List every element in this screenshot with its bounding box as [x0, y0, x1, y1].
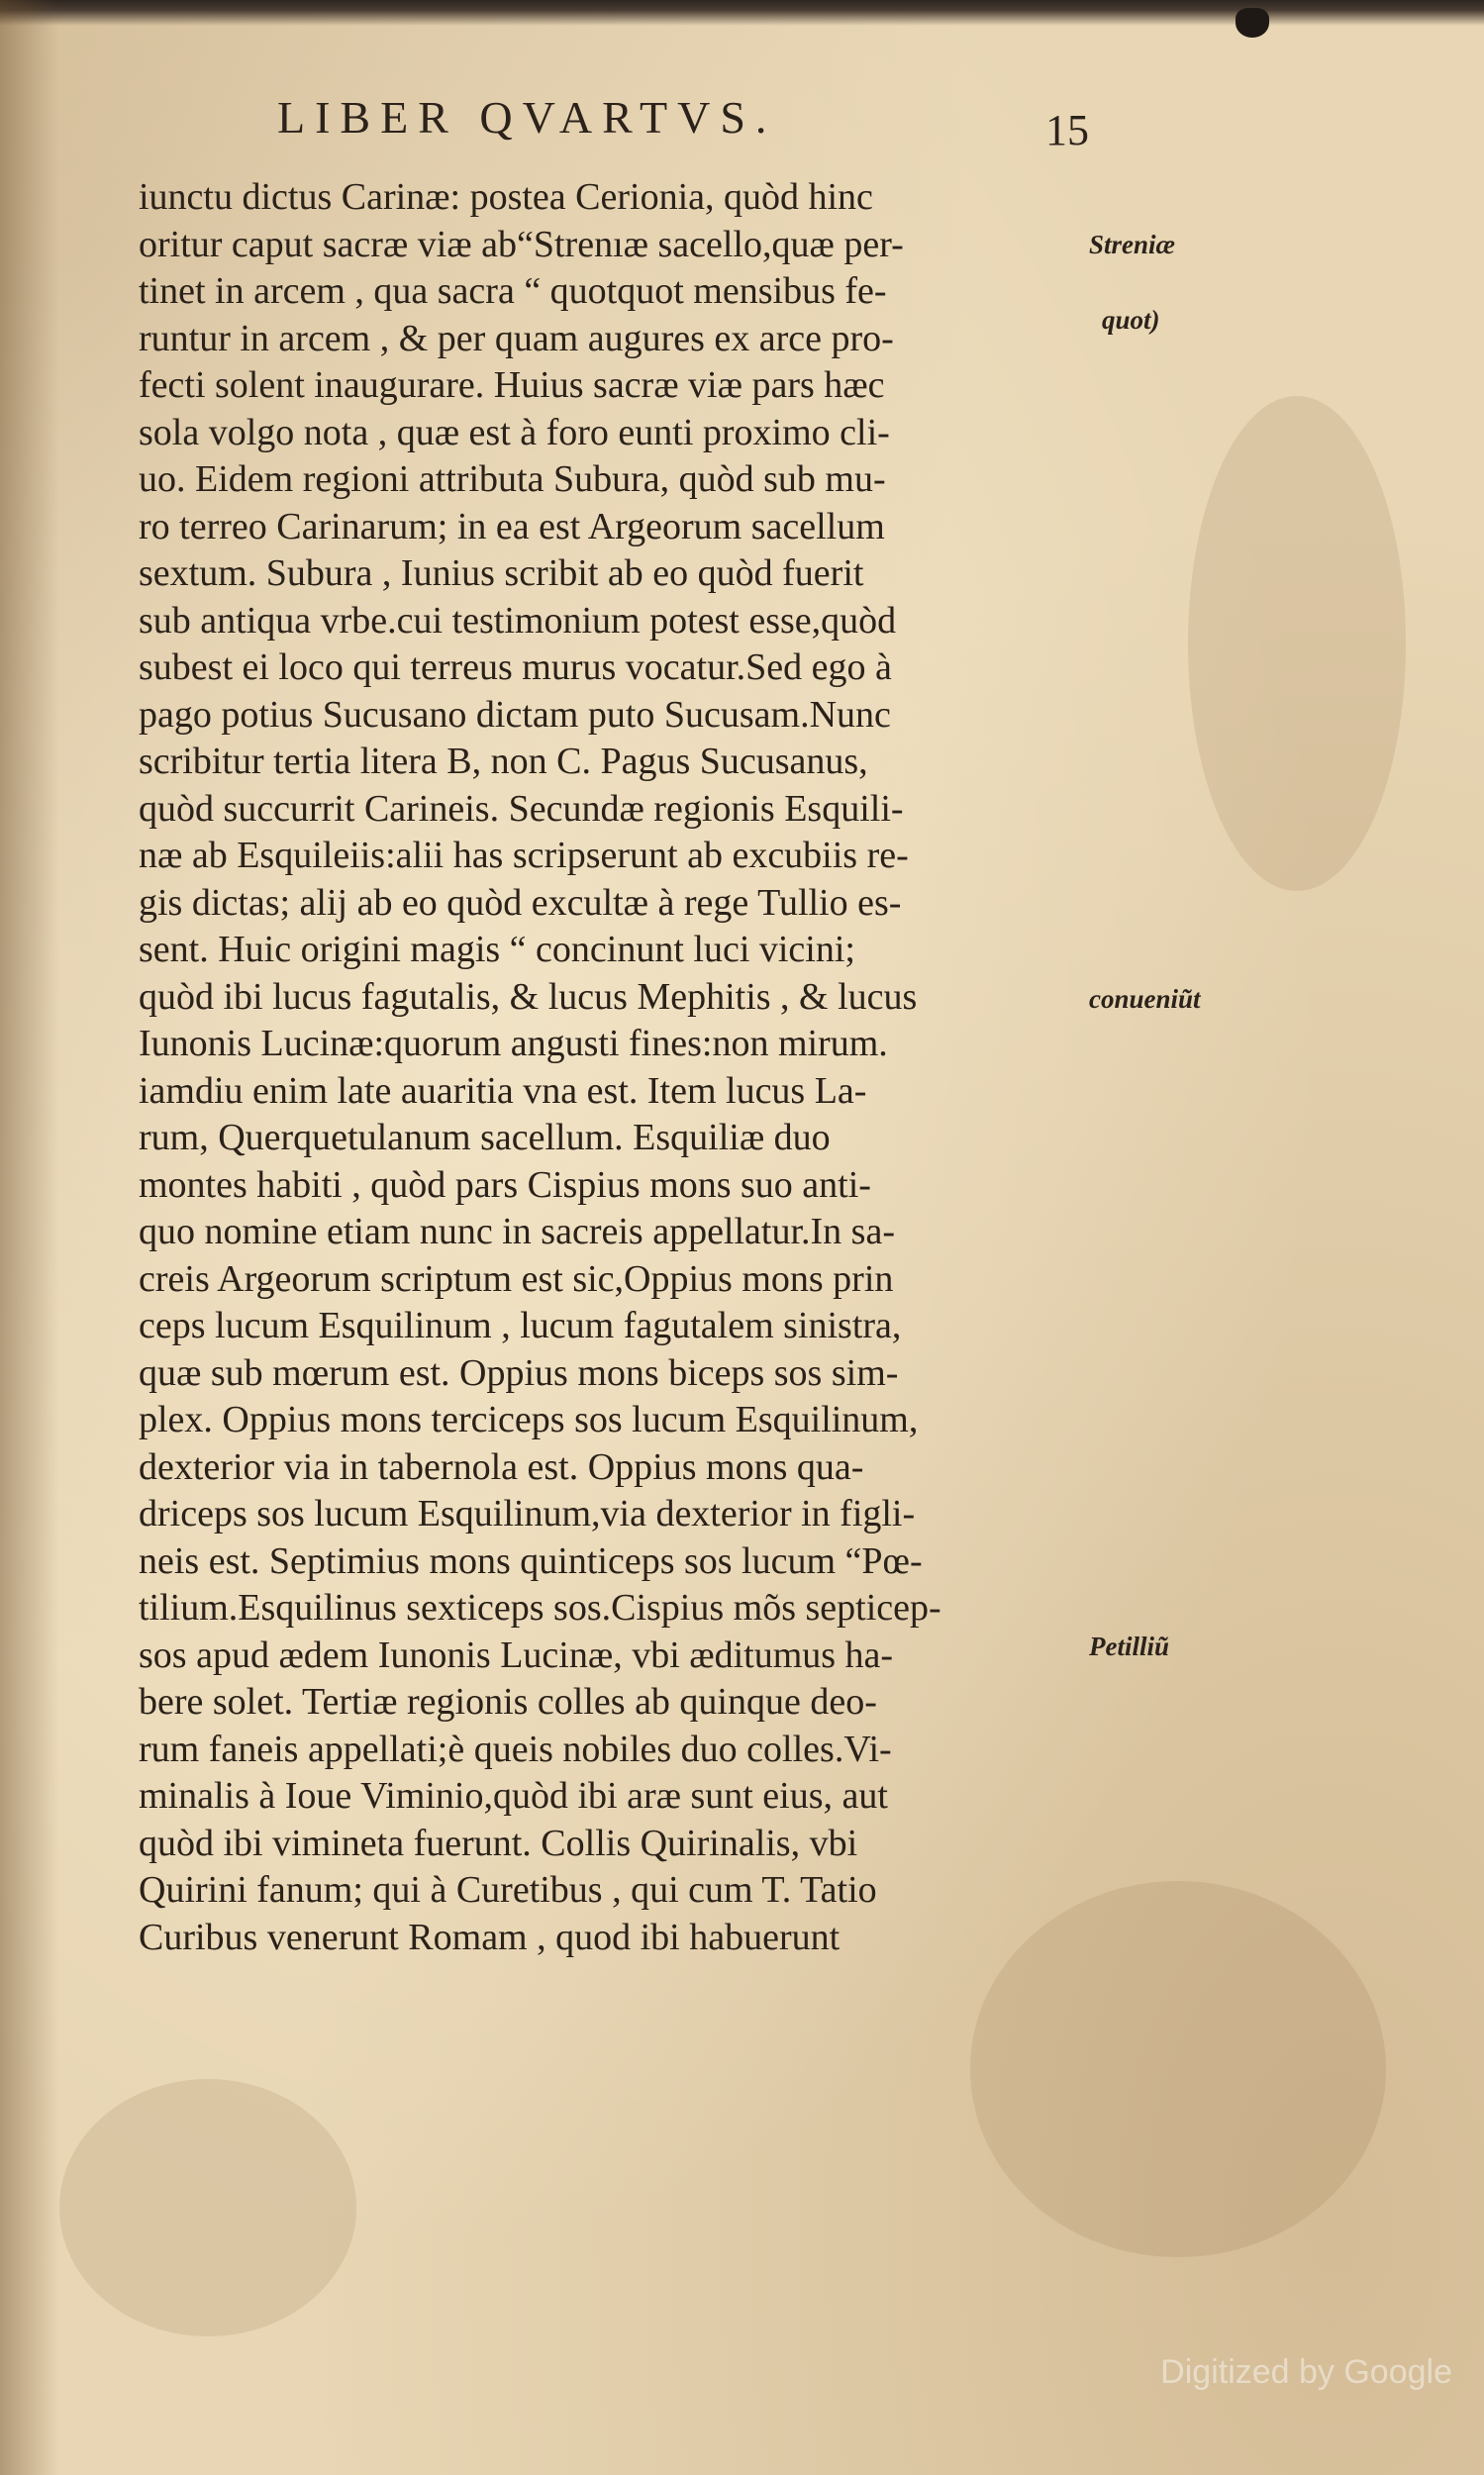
text-line: fecti solent inaugurare. Huius sacræ viæ pars hæc — [139, 364, 885, 406]
text-line: rum, Querquetulanum sacellum. Esquiliæ duo — [139, 1117, 831, 1158]
margin-note: Petilliũ — [1089, 1632, 1169, 1661]
text-line: Iunonis Lucinæ:quorum angusti fines:non mirum. — [139, 1023, 888, 1064]
margin-note: quot) — [1102, 305, 1160, 335]
text-line: uo. Eidem regioni attributa Subura, quòd sub mu- — [139, 458, 886, 500]
text-line: tilium.Esquilinus sexticeps sos.Cispius mõs septicep- — [139, 1587, 941, 1629]
text-line: minalis à Ioue Viminio,quòd ibi aræ sunt eius, aut — [139, 1775, 888, 1817]
text-line: quòd succurrit Carineis. Secundæ regionis Esquili- — [139, 787, 904, 830]
text-line: oritur caput sacræ viæ ab“Strenıæ sacello,quæ per- — [139, 223, 904, 265]
text-line: sent. Huic origini magis “ concinunt luci vicini; — [139, 929, 855, 970]
text-line: quòd ibi lucus fagutalis, & lucus Mephitis , & lucus — [139, 975, 918, 1018]
page-binding-shadow — [0, 0, 59, 2475]
text-line: dexterior via in tabernola est. Oppius mons qua- — [139, 1445, 864, 1488]
text-line: quòd ibi vimineta fuerunt. Collis Quirinalis, vbi — [139, 1822, 858, 1864]
text-line: tinet in arcem , qua sacra “ quotquot mensibus fe- — [139, 270, 887, 312]
text-line: iunctu dictus Carinæ: postea Cerionia, quòd hinc — [139, 176, 873, 218]
text-line: gis dictas; alij ab eo quòd excultæ à rege Tullio es- — [139, 881, 902, 924]
running-title: LIBER QVARTVS. — [277, 92, 777, 143]
text-line: næ ab Esquileiis:alii has scripserunt ab excubiis re- — [139, 835, 909, 876]
text-line: runtur in arcem , & per quam augures ex arce pro- — [139, 317, 894, 359]
paper-stain — [1188, 396, 1406, 891]
text-line: rum faneis appellati;è queis nobiles duo colles.Vi- — [139, 1728, 892, 1770]
text-line: bere solet. Tertiæ regionis colles ab quinque deo- — [139, 1681, 877, 1723]
margin-note: conueniũt — [1089, 984, 1201, 1014]
text-line: sos apud ædem Iunonis Lucinæ, vbi æditumus ha- — [139, 1634, 894, 1676]
text-line: Quirini fanum; qui à Curetibus , qui cum T. Tatio — [139, 1869, 877, 1911]
text-line: sub antiqua vrbe.cui testimonium potest esse,quòd — [139, 599, 897, 642]
ink-blot — [1236, 8, 1269, 38]
page-number: 15 — [1045, 106, 1089, 154]
text-line: Curibus venerunt Romam , quod ibi habuerunt — [139, 1916, 841, 1958]
text-line: driceps sos lucum Esquilinum,via dexterior in figli- — [139, 1493, 916, 1534]
margin-note: Streniæ — [1089, 230, 1176, 259]
text-line: quæ sub mœrum est. Oppius mons biceps sos sim- — [139, 1351, 899, 1394]
text-line: ceps lucum Esquilinum , lucum fagutalem sinistra, — [139, 1305, 902, 1346]
text-line: sola volgo nota , quæ est à foro eunti proximo cli- — [139, 411, 890, 453]
text-line: subest ei loco qui terreus murus vocatur.Sed ego à — [139, 646, 892, 688]
text-line: sextum. Subura , Iunius scribit ab eo quòd fuerit — [139, 552, 864, 594]
digitization-watermark: Digitized by Google — [1160, 2353, 1452, 2391]
text-line: iamdiu enim late auaritia vna est. Item lucus La- — [139, 1069, 867, 1112]
paper-stain — [59, 2079, 356, 2336]
text-line: scribitur tertia litera B, non C. Pagus Sucusanus, — [139, 741, 868, 782]
body-text — [139, 174, 1089, 1961]
text-line: montes habiti , quòd pars Cispius mons suo anti- — [139, 1163, 871, 1206]
text-line: ro terreo Carinarum; in ea est Argeorum sacellum — [139, 505, 885, 547]
text-line: quo nomine etiam nunc in sacreis appellatur.In sa- — [139, 1211, 895, 1252]
text-line: creis Argeorum scriptum est sic,Oppius mons prin — [139, 1257, 894, 1300]
text-line: pago potius Sucusano dictam puto Sucusam.Nunc — [139, 693, 891, 736]
text-line: plex. Oppius mons terciceps sos lucum Esquilinum, — [139, 1399, 919, 1440]
text-line: neis est. Septimius mons quinticeps sos lucum “Pœ- — [139, 1539, 923, 1582]
